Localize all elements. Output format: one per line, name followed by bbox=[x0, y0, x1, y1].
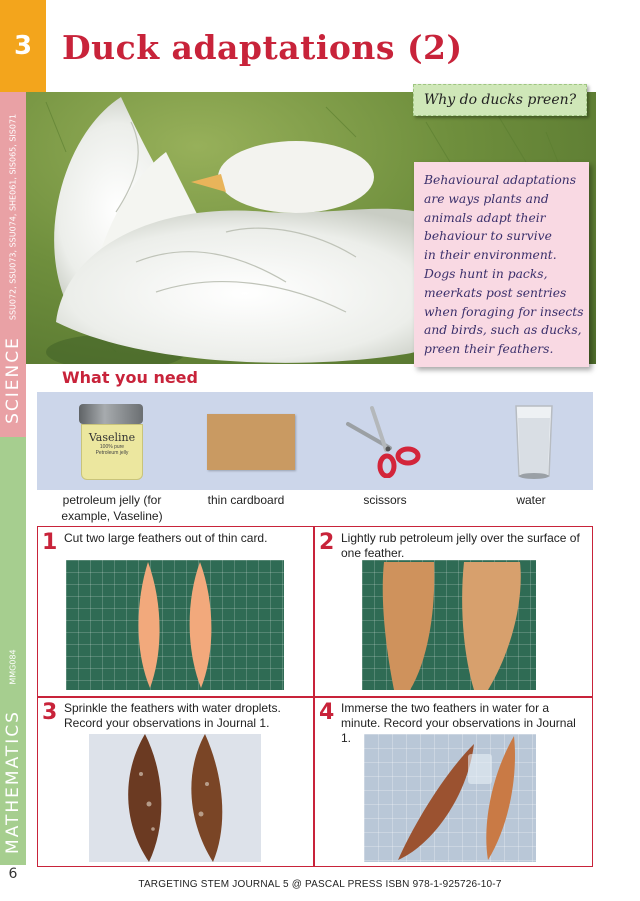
jar-body bbox=[81, 424, 143, 480]
material-label-cardboard: thin cardboard bbox=[207, 493, 285, 507]
what-you-need-heading: What you need bbox=[62, 368, 198, 387]
mathematics-label: MATHEMATICS bbox=[3, 710, 23, 854]
step-2-number: 2 bbox=[319, 530, 335, 555]
unit-number: 3 bbox=[13, 31, 33, 61]
page-title: Duck adaptations (2) bbox=[62, 28, 463, 67]
jar-lid bbox=[79, 404, 143, 424]
science-codes: SSU072, SSU073, SSU074, SHE061, SIS065, SIS071 bbox=[8, 113, 18, 321]
petroleum-jelly-jar-icon bbox=[79, 404, 143, 480]
note-line: and birds, such as ducks, bbox=[424, 323, 582, 338]
materials-band bbox=[37, 392, 593, 490]
info-note-text bbox=[424, 171, 584, 359]
material-label-scissors: scissors bbox=[363, 493, 407, 507]
material-label-water: water bbox=[516, 493, 546, 507]
scissors-icon bbox=[342, 404, 422, 478]
step-1-photo bbox=[66, 560, 284, 690]
step-2-text: Lightly rub petroleum jelly over the surface of one feather. bbox=[341, 531, 580, 560]
material-label-petroleum-jelly: petroleum jelly (for example, Vaseline) bbox=[61, 493, 163, 523]
note-line: Dogs hunt in packs, bbox=[424, 266, 548, 281]
step-4-number: 4 bbox=[319, 700, 335, 725]
jar-subtitle: 100% pure bbox=[99, 444, 125, 450]
grid-divider bbox=[37, 696, 593, 698]
jar-subtitle: Petroleum jelly bbox=[95, 450, 129, 456]
step-4-photo bbox=[364, 734, 536, 862]
page-number: 6 bbox=[8, 866, 18, 882]
note-line: Behavioural adaptations bbox=[424, 173, 577, 187]
step-1-number: 1 bbox=[42, 530, 58, 555]
science-band bbox=[0, 92, 26, 437]
science-label: SCIENCE bbox=[3, 336, 23, 424]
note-line: are ways plants and bbox=[424, 191, 549, 206]
note-line: behaviour to survive bbox=[424, 229, 552, 244]
step-3-number: 3 bbox=[42, 700, 58, 725]
note-line: preen their feathers. bbox=[424, 342, 554, 357]
page-footer: TARGETING STEM JOURNAL 5 @ PASCAL PRESS ISBN 978-1-925726-10-7 bbox=[138, 879, 502, 890]
step-2-photo bbox=[362, 560, 536, 690]
cardboard-icon bbox=[207, 414, 295, 470]
water-glass-icon bbox=[514, 404, 554, 480]
note-line: meerkats post sentries bbox=[424, 285, 567, 300]
info-note bbox=[414, 162, 589, 367]
note-line: animals adapt their bbox=[424, 210, 546, 225]
question-tag: Why do ducks preen? bbox=[413, 84, 587, 116]
note-line: when foraging for insects bbox=[424, 304, 584, 319]
mathematics-band bbox=[0, 437, 26, 865]
step-1-text: Cut two large feathers out of thin card. bbox=[64, 531, 268, 545]
step-3-text: Sprinkle the feathers with water droplets. Record your observations in Journal 1. bbox=[64, 701, 281, 730]
mathematics-codes: MMG084 bbox=[8, 649, 18, 685]
unit-number-badge bbox=[0, 0, 46, 92]
step-3-photo bbox=[89, 734, 261, 862]
note-line: in their environment. bbox=[424, 248, 557, 263]
step-4-text: Immerse the two feathers in water for a minute. Record your observations in Journal 1. bbox=[341, 701, 576, 745]
jar-brand: Vaseline bbox=[88, 431, 136, 444]
